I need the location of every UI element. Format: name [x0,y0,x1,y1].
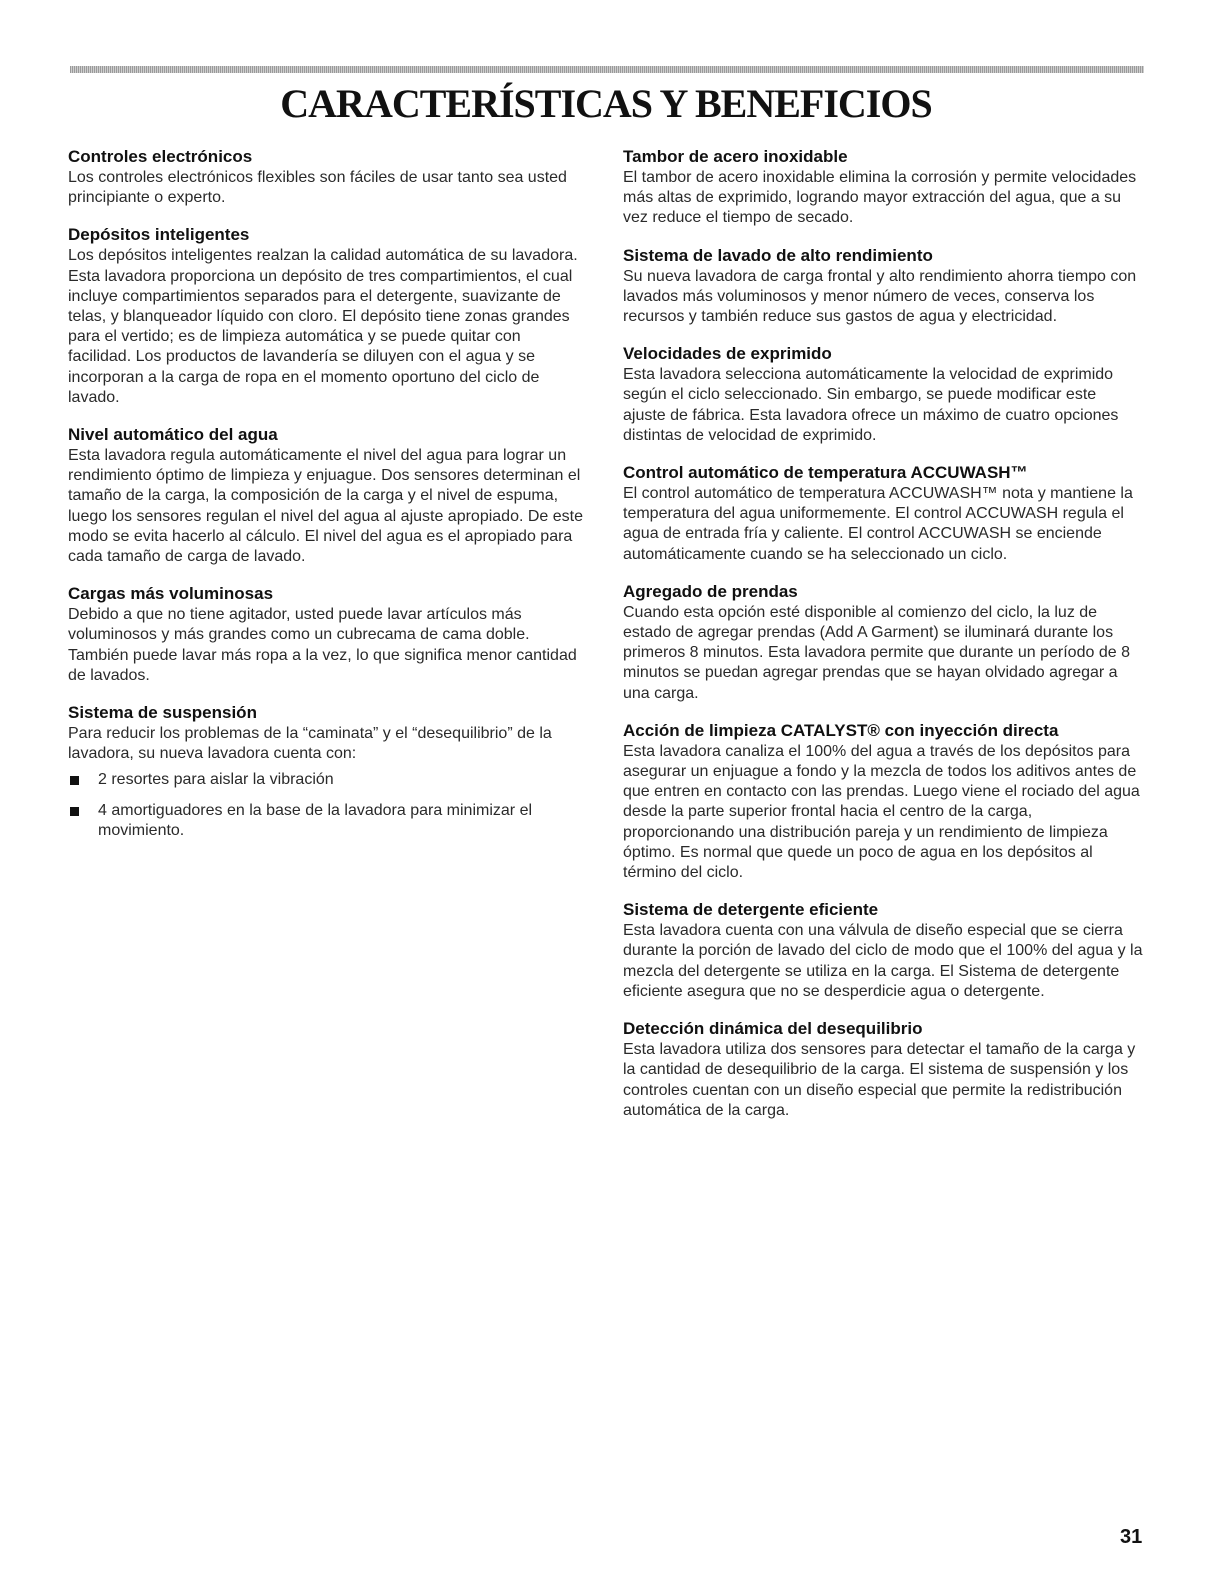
section-body: Para reducir los problemas de la “caminata” y el “desequilibrio” de la lavadora, su nueva lavadora cuenta con: [68,725,552,763]
section-heading: Cargas más voluminosas [68,584,274,604]
square-bullet-icon [70,776,79,785]
section-agregado-prendas [623,581,1143,704]
section-lavado-alto-rendimiento [623,245,1143,328]
section-heading: Controles electrónicos [68,147,253,166]
section-body: Esta lavadora cuenta con una válvula de diseño especial que se cierra durante la porción de lavado del ciclo de modo que el 100% del agua y la mezcla del detergente se utiliza en la carga. El Sistema de detergente eficiente asegura que no se desperdicie agua o detergente. [623,922,1143,1000]
section-body: Debido a que no tiene agitador, usted puede lavar artículos más voluminosos y más grandes como un cubrecama de cama doble. También puede lavar más ropa a la vez, lo que significa menor cantidad de lavados. [68,606,577,684]
section-body: Su nueva lavadora de carga frontal y alto rendimiento ahorra tiempo con lavados más voluminosos y menor número de veces, conserva los recursos y también reduce sus gastos de agua y electricidad. [623,267,1137,326]
section-body: Esta lavadora selecciona automáticamente la velocidad de exprimido según el ciclo seleccionado. Sin embargo, se puede modificar este ajuste de fábrica. Esta lavadora ofrece un máximo de cuatro opciones distintas de velocidad de exprimido. [623,366,1119,444]
section-controles-electronicos [68,146,588,208]
section-cargas-voluminosas [68,583,588,686]
list-item-text: 2 resortes para aislar la vibración [98,771,334,789]
section-heading: Tambor de acero inoxidable [623,147,848,166]
section-body: Cuando esta opción esté disponible al comienzo del ciclo, la luz de estado de agregar prendas (Add A Garment) se iluminará durante los primeros 8 minutos. Esta lavadora permite que durante un período de 8 minutos se puedan agregar prendas que se hayan olvidado agregar a una carga. [623,603,1130,702]
list-item [68,801,588,841]
section-heading: Nivel automático del agua [68,425,278,445]
section-nivel-automatico [68,424,588,567]
section-deteccion-desequilibrio [623,1018,1143,1121]
section-accion-limpieza [623,720,1143,883]
section-body: El control automático de temperatura ACCUWASH™ nota y mantiene la temperatura del agua uniformemente. El control ACCUWASH regula el agua de entrada fría y caliente. El control ACCUWASH se enciende automáticamente cuando se ha seleccionado un ciclo. [623,485,1133,563]
section-heading: Sistema de lavado de alto rendimiento [623,245,933,265]
section-body: Esta lavadora utiliza dos sensores para detectar el tamaño de la carga y la cantidad de desequilibrio de la carga. El sistema de suspensión y los controles cuentan con un diseño especial que permite la redistribución automática de la carga. [623,1041,1136,1119]
section-body: Los controles electrónicos flexibles son fáciles de usar tanto sea usted principiante o experto. [68,169,567,207]
section-control-temperatura [623,462,1143,565]
header-rule [70,66,1144,73]
section-heading: Sistema de detergente eficiente [623,900,879,920]
page-title: CARACTERÍSTICAS Y BENEFICIOS [280,81,932,126]
section-body: Esta lavadora regula automáticamente el nivel del agua para lograr un rendimiento óptimo de limpieza y enjuague. Dos sensores determinan el tamaño de la carga, la composición de la carga y el nivel de espuma, luego los sensores regulan el nivel del agua al ajuste apropiado. De este modo se evita hacerlo al cálculo. El nivel del agua es el apropiado para cada tamaño de carga de lavado. [68,447,584,566]
section-body: Esta lavadora canaliza el 100% del agua a través de los depósitos para asegurar un enjuague a fondo y la mezcla de todos los aditivos antes de que entren en contacto con las prendas. Luego viene el rociado del agua desde la parte superior frontal hacia el centro de la carga, proporcionando una distribución pareja y un rendimiento de limpieza óptimo. Es normal que quede un poco de agua en los depósitos al término del ciclo. [623,742,1140,882]
section-heading: Agregado de prendas [623,581,798,601]
section-tambor-acero [623,146,1143,229]
left-column [68,146,588,857]
section-velocidades-exprimido [623,343,1143,446]
section-heading: Acción de limpieza CATALYST® con inyección directa [623,720,1059,740]
section-heading: Depósitos inteligentes [68,225,250,245]
page-number: 31 [1120,1526,1143,1548]
section-heading: Velocidades de exprimido [623,344,832,364]
section-sistema-suspension [68,702,588,841]
section-heading: Control automático de temperatura ACCUWASH™ [623,463,1028,483]
right-column [623,146,1143,1137]
section-heading: Detección dinámica del desequilibrio [623,1019,923,1039]
section-depositos-inteligentes [68,224,588,408]
section-detergente-eficiente [623,899,1143,1002]
list-item-text: 4 amortiguadores en la base de la lavadora para minimizar el movimiento. [98,801,533,839]
bullet-list [68,770,588,841]
list-item [68,770,588,790]
section-body: Los depósitos inteligentes realzan la calidad automática de su lavadora. Esta lavadora proporciona un depósito de tres compartimientos, el cual incluye compartimientos separados para el detergente, suavizante de telas, y blanqueador líquido con cloro. El depósito tiene zonas grandes para el vertido; es de limpieza automática y se puede quitar con facilidad. Los productos de lavandería se diluyen con el agua y se incorporan a la carga de ropa en el momento oportuno del ciclo de lavado. [68,247,578,406]
section-heading: Sistema de suspensión [68,703,257,723]
section-body: El tambor de acero inoxidable elimina la corrosión y permite velocidades más altas de exprimido, logrando mayor extracción del agua, que a su vez reduce el tiempo de secado. [623,169,1137,227]
square-bullet-icon [70,807,79,816]
